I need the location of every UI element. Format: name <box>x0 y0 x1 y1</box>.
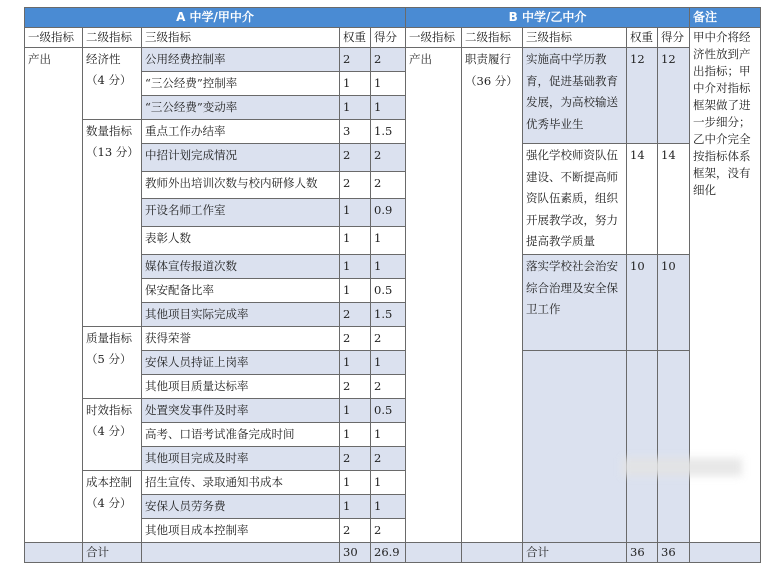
b-empty-weight <box>627 350 658 542</box>
a-lvl1-cell: 产出 <box>25 48 83 543</box>
a-total-weight: 30 <box>340 542 371 562</box>
a-total-score: 26.9 <box>371 542 406 562</box>
a-item-weight: 2 <box>340 446 371 470</box>
a-score-header: 得分 <box>371 28 406 48</box>
a-item-weight: 2 <box>340 144 371 172</box>
a-item-weight: 1 <box>340 254 371 278</box>
b-item-name: 强化学校师资队伍建设、不断提高师资队伍素质，组织开展教学改，努力提高教学质量 <box>523 144 627 255</box>
a-item-name: 安保人员劳务费 <box>142 494 340 518</box>
a-item-weight: 2 <box>340 374 371 398</box>
a-item-score: 2 <box>371 144 406 172</box>
a-total-label: 合计 <box>83 542 142 562</box>
a-item-weight: 3 <box>340 120 371 144</box>
a-item-name: 高考、口语考试准备完成时间 <box>142 422 340 446</box>
b-item-score: 14 <box>658 144 690 255</box>
a-item-weight: 1 <box>340 72 371 96</box>
a-item-name: 教师外出培训次数与校内研修人数 <box>142 171 340 199</box>
a-item-score: 1 <box>371 350 406 374</box>
a-item-weight: 1 <box>340 398 371 422</box>
a-item-weight: 1 <box>340 350 371 374</box>
a-qty-name: 数量指标 <box>86 124 132 138</box>
a-item-name: 招生宣传、录取通知书成本 <box>142 470 340 494</box>
b-lvl1-header: 一级指标 <box>406 28 462 48</box>
a-item-score: 0.9 <box>371 199 406 227</box>
a-lvl2-header: 二级指标 <box>83 28 142 48</box>
a-item-score: 1 <box>371 470 406 494</box>
a-qual-cell <box>83 326 142 398</box>
a-item-name: 表彰人数 <box>142 227 340 255</box>
b-score-header: 得分 <box>658 28 690 48</box>
performance-comparison-table <box>24 7 761 563</box>
a-lvl1-header: 一级指标 <box>25 28 83 48</box>
a-item-name: “三公经费”变动率 <box>142 96 340 120</box>
table-row <box>25 48 761 72</box>
a-item-weight: 2 <box>340 48 371 72</box>
b-weight-header: 权重 <box>627 28 658 48</box>
b-total-blank-2 <box>462 542 523 562</box>
b-lvl1-cell: 产出 <box>406 48 462 543</box>
a-qual-name: 质量指标 <box>86 330 132 345</box>
a-item-weight: 2 <box>340 518 371 542</box>
a-item-name: 重点工作办结率 <box>142 120 340 144</box>
a-item-name: 其他项目完成及时率 <box>142 446 340 470</box>
a-item-weight: 1 <box>340 494 371 518</box>
b-item-name: 落实学校社会治安综合治理及安全保卫工作 <box>523 254 627 350</box>
a-item-name: 开设名师工作室 <box>142 199 340 227</box>
a-item-weight: 1 <box>340 278 371 302</box>
a-item-name: 媒体宣传报道次数 <box>142 254 340 278</box>
group-b-title: B 中学/乙中介 <box>406 8 690 28</box>
b-total-label: 合计 <box>523 542 627 562</box>
b-empty-cell <box>523 350 627 542</box>
b-item-weight: 10 <box>627 254 658 350</box>
a-item-weight: 2 <box>340 302 371 326</box>
a-item-score: 2 <box>371 446 406 470</box>
a-item-score: 1 <box>371 254 406 278</box>
a-item-name: 其他项目质量达标率 <box>142 374 340 398</box>
b-empty-score <box>658 350 690 542</box>
a-item-weight: 1 <box>340 96 371 120</box>
a-time-name: 时效指标 <box>86 402 132 417</box>
a-item-score: 1 <box>371 494 406 518</box>
b-item-weight: 14 <box>627 144 658 255</box>
a-econ-cell <box>83 48 142 120</box>
a-item-score: 1.5 <box>371 302 406 326</box>
a-time-pts: （4 分） <box>86 423 132 438</box>
a-item-score: 2 <box>371 326 406 350</box>
a-item-name: 获得荣誉 <box>142 326 340 350</box>
a-item-score: 0.5 <box>371 278 406 302</box>
a-item-score: 1 <box>371 72 406 96</box>
b-item-score: 12 <box>658 48 690 144</box>
b-total-score: 36 <box>658 542 690 562</box>
blurred-watermark <box>622 458 742 476</box>
a-item-score: 2 <box>371 171 406 199</box>
note-total-blank <box>690 542 761 562</box>
a-item-weight: 1 <box>340 199 371 227</box>
a-cost-cell <box>83 470 142 542</box>
a-item-score: 2 <box>371 48 406 72</box>
group-a-title: A 中学/甲中介 <box>25 8 406 28</box>
a-item-name: “三公经费”控制率 <box>142 72 340 96</box>
note-cell: 甲中介将经济性放到产出指标；甲中介对指标框架做了进一步细分；乙中介完全按指标体系框架，没有细化 <box>690 28 761 543</box>
a-item-score: 0.5 <box>371 398 406 422</box>
a-cost-name: 成本控制 <box>86 474 132 489</box>
a-total-blank-2 <box>142 542 340 562</box>
a-item-name: 公用经费控制率 <box>142 48 340 72</box>
a-item-name: 安保人员持证上岗率 <box>142 350 340 374</box>
a-total-blank-1 <box>25 542 83 562</box>
a-qty-cell <box>83 120 142 327</box>
a-econ-pts: （4 分） <box>86 73 132 87</box>
a-item-weight: 2 <box>340 326 371 350</box>
b-item-weight: 12 <box>627 48 658 144</box>
a-item-score: 2 <box>371 518 406 542</box>
a-time-cell <box>83 398 142 470</box>
a-item-name: 其他项目成本控制率 <box>142 518 340 542</box>
a-lvl3-header: 三级指标 <box>142 28 340 48</box>
note-title: 备注 <box>690 8 761 28</box>
a-item-weight: 1 <box>340 422 371 446</box>
a-item-name: 中招计划完成情况 <box>142 144 340 172</box>
b-total-blank-1 <box>406 542 462 562</box>
a-cost-pts: （4 分） <box>86 495 132 510</box>
b-lvl2-cell: 职责履行（36 分） <box>462 48 523 543</box>
a-econ-name: 经济性 <box>86 52 121 66</box>
a-item-name: 保安配备比率 <box>142 278 340 302</box>
b-total-weight: 36 <box>627 542 658 562</box>
a-item-weight: 1 <box>340 227 371 255</box>
a-weight-header: 权重 <box>340 28 371 48</box>
b-item-name: 实施高中学历教育，促进基础教育发展，为高校输送优秀毕业生 <box>523 48 627 144</box>
column-header-row <box>25 28 761 48</box>
a-item-score: 2 <box>371 374 406 398</box>
a-qty-pts: （13 分） <box>86 145 139 159</box>
a-item-name: 其他项目实际完成率 <box>142 302 340 326</box>
a-qual-pts: （5 分） <box>86 351 132 366</box>
b-lvl2-header: 二级指标 <box>462 28 523 48</box>
a-item-score: 1 <box>371 227 406 255</box>
b-item-score: 10 <box>658 254 690 350</box>
a-item-name: 处置突发事件及时率 <box>142 398 340 422</box>
total-row <box>25 542 761 562</box>
b-lvl3-header: 三级指标 <box>523 28 627 48</box>
group-header-row <box>25 8 761 28</box>
a-item-weight: 1 <box>340 470 371 494</box>
a-item-score: 1 <box>371 422 406 446</box>
a-item-score: 1.5 <box>371 120 406 144</box>
a-item-weight: 2 <box>340 171 371 199</box>
a-item-score: 1 <box>371 96 406 120</box>
